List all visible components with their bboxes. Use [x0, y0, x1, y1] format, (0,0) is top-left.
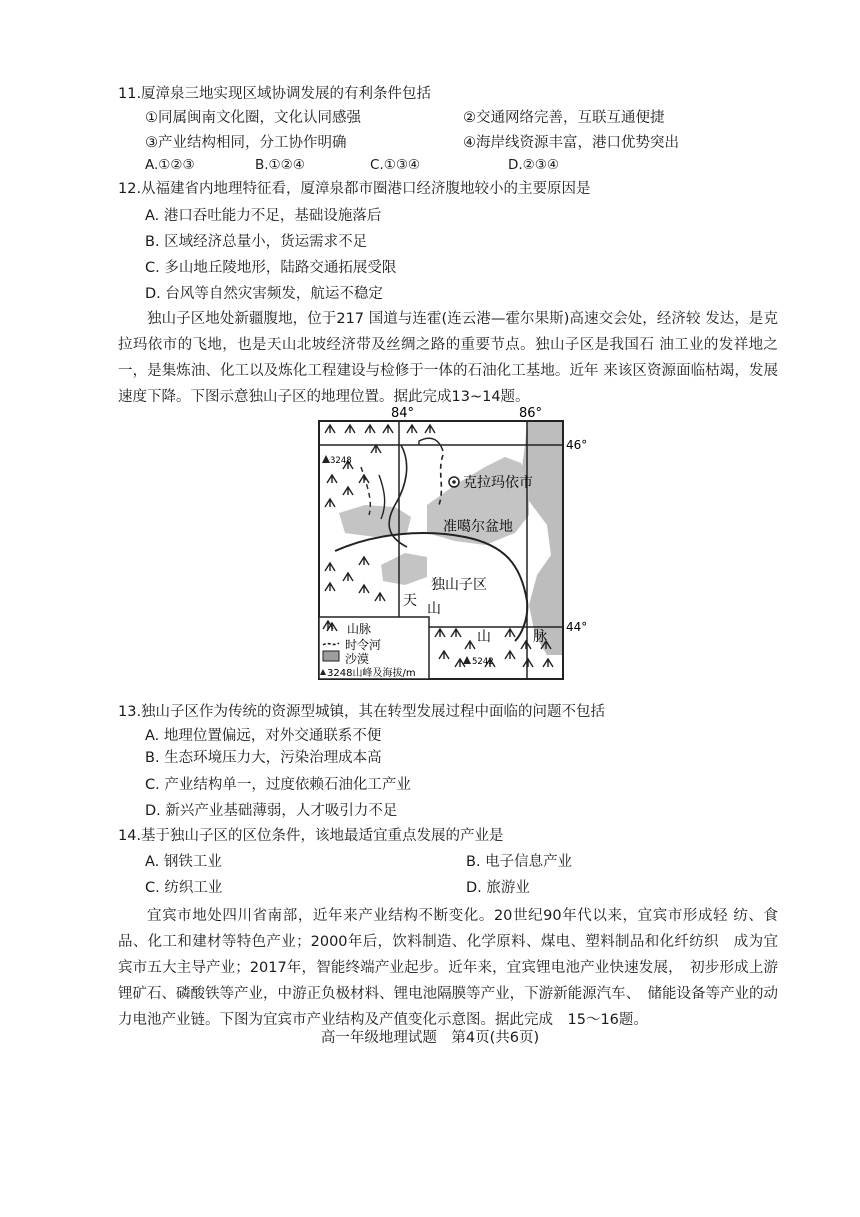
q11-stem: 11.厦漳泉三地实现区域协调发展的有利条件包括 [118, 86, 432, 102]
q14-choice-d: D. 旅游业 [466, 880, 530, 896]
passage-dushanzi: 独山子区地处新疆腹地，位于217 国道与连霍(连云港—霍尔果斯)高速交会处，经济较 发达，是克拉玛依市的飞地，也是天山北坡经济带及丝绸之路的重要节点。独山子区是我国石 油工业的发祥地之一，是集炼油、化工以及炼化工程建设与检修于一体的石油化工基地。近年 来该区资源面临枯竭，发展速度下降。下图示意独山子区的地理位置。据此完成13~14题。 [118, 311, 778, 405]
q13-choice-a: A. 地理位置偏远，对外交通联系不便 [145, 728, 382, 744]
q11-choice-c: C.①③④ [370, 157, 421, 173]
legend-peak-label: 3248山峰及海拔/m [327, 668, 416, 679]
legend-desert-label: 沙漠 [345, 652, 370, 666]
q14-choice-a: A. 钢铁工业 [145, 854, 222, 870]
q12-choice-a: A. 港口吞吐能力不足，基础设施落后 [145, 208, 382, 224]
q14-choice-c: C. 纺织工业 [145, 880, 223, 896]
label-peak-5242: 5242 [472, 657, 494, 667]
dushanzi-location-map [315, 405, 588, 693]
q11-option-2: ②交通网络完善，互联互通便捷 [463, 110, 665, 126]
label-tian: 天 [403, 593, 417, 609]
q13-choice-b: B. 生态环境压力大，污染治理成本高 [145, 750, 382, 766]
q13-choice-c: C. 产业结构单一，过度依赖石油化工产业 [145, 777, 411, 793]
q14-stem: 14.基于独山子区的区位条件，该地最适宜重点发展的产业是 [118, 828, 504, 844]
q12-choice-c: C. 多山地丘陵地形，陆路交通拓展受限 [145, 260, 397, 276]
legend-mountain-label: 山脉 [347, 622, 372, 636]
label-dushanzi: 独山子区 [431, 577, 487, 593]
legend-river-label: 时令河 [345, 638, 382, 652]
q13-choice-d: D. 新兴产业基础薄弱，人才吸引力不足 [145, 803, 398, 819]
label-junggar-basin: 准噶尔盆地 [443, 519, 513, 535]
q12-stem: 12.从福建省内地理特征看，厦漳泉都市圈港口经济腹地较小的主要原因是 [118, 181, 591, 197]
q14-choice-b: B. 电子信息产业 [466, 854, 573, 870]
legend-desert-icon [323, 651, 339, 661]
q11-choice-d: D.②③④ [508, 157, 559, 173]
label-karamay: 克拉玛依市 [463, 475, 533, 491]
q11-choice-b: B.①②④ [255, 157, 305, 173]
q13-stem: 13.独山子区作为传统的资源型城镇，其在转型发展过程中面临的问题不包括 [118, 704, 606, 720]
label-range-mai: 脉 [533, 629, 547, 645]
label-range-shan: 山 [477, 629, 491, 645]
label-lon-84: 84° [391, 406, 415, 421]
q12-choice-b: B. 区域经济总量小，货运需求不足 [145, 234, 368, 250]
q12-choice-d: D. 台风等自然灾害频发，航运不稳定 [145, 286, 383, 302]
label-shan: 山 [427, 601, 441, 617]
label-lat-44: 44° [566, 620, 588, 634]
label-peak-3248: 3248 [330, 456, 352, 466]
label-lon-86: 86° [519, 406, 543, 421]
page-footer: 高一年级地理试题 第4页(共6页) [320, 1030, 540, 1046]
q11-choice-a: A.①②③ [145, 157, 195, 173]
q11-option-1: ①同属闽南文化圈，文化认同感强 [145, 110, 361, 126]
q11-option-4: ④海岸线资源丰富，港口优势突出 [463, 135, 679, 151]
q11-option-3: ③产业结构相同，分工协作明确 [145, 135, 347, 151]
passage-yibin: 宜宾市地处四川省南部，近年来产业结构不断变化。20世纪90年代以来，宜宾市形成轻 纺、食品、化工和建材等特色产业；2000年后，饮料制造、化学原料、煤电、塑料制品和化纤纺织 成为宜宾市五大主导产业；2017年，智能终端产业起步。近年来，宜宾锂电池产业快速发展， 初步形成上游锂矿石、磷酸铁等产业，中游正负极材料、锂电池隔膜等产业，下游新能源汽车、 储能设备等产业的动力电池产业链。下图为宜宾市产业结构及产值变化示意图。据此完成 15～16题。 [118, 908, 778, 1028]
label-lat-46: 46° [566, 438, 588, 452]
